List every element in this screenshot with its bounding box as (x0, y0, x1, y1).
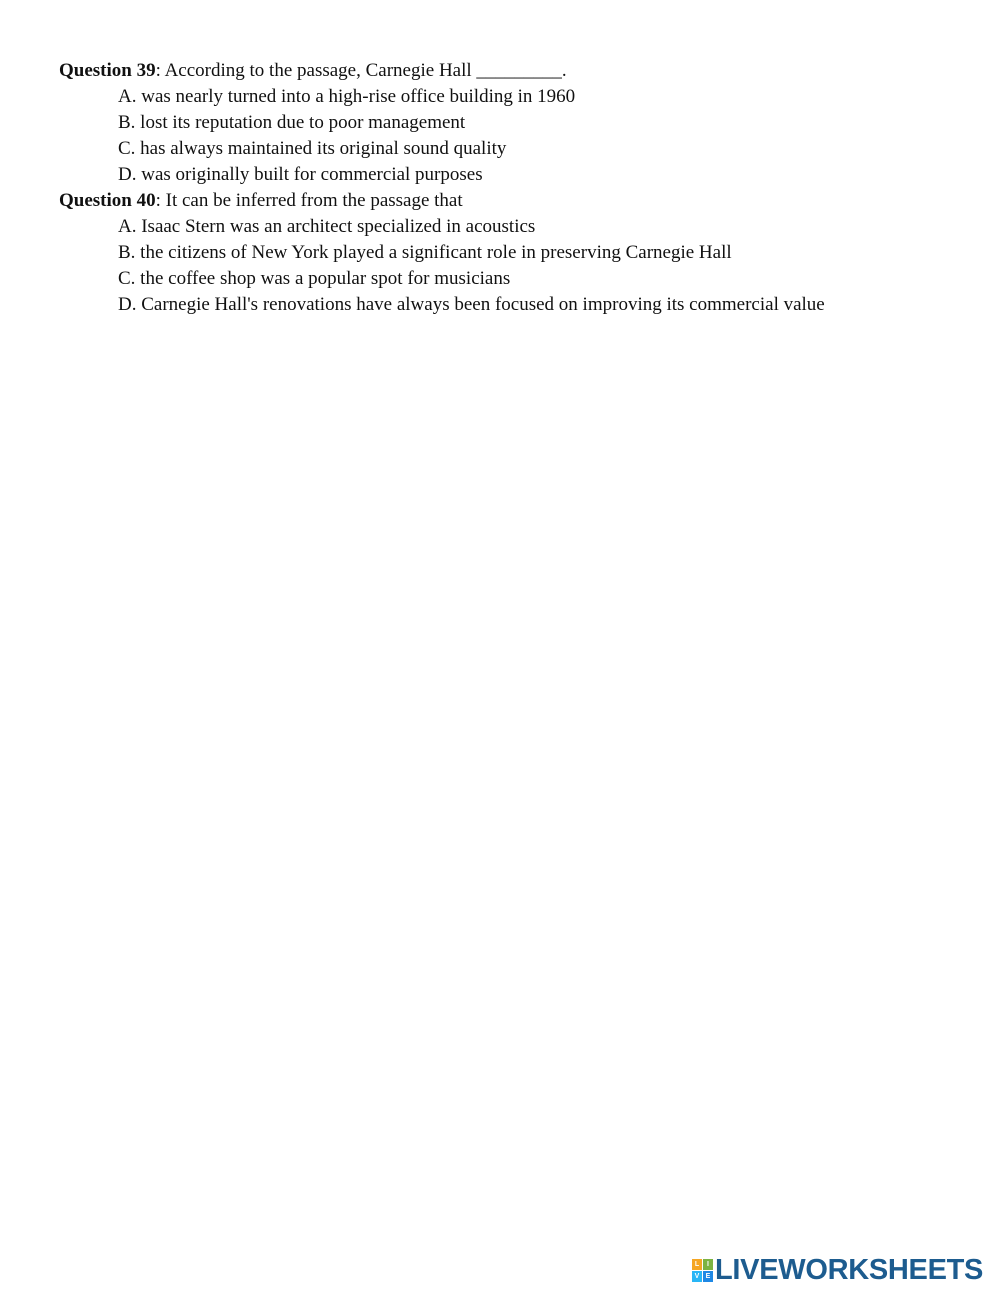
logo-letter: V (692, 1271, 702, 1282)
question-number: Question 40 (59, 190, 156, 211)
question-text: : According to the passage, Carnegie Hall _________. (155, 60, 567, 81)
liveworksheets-logo (692, 1254, 983, 1286)
option-b: B. lost its reputation due to poor management (118, 112, 466, 133)
question-text: : It can be inferred from the passage that (155, 190, 463, 211)
option-d: D. Carnegie Hall's renovations have always been focused on improving its commercial value (118, 294, 825, 315)
question-stem (59, 58, 959, 84)
worksheet-page (59, 58, 959, 318)
logo-letter: I (703, 1259, 713, 1270)
option-a: A. was nearly turned into a high-rise office building in 1960 (118, 86, 576, 107)
logo-letter: L (692, 1259, 702, 1270)
question-number: Question 39 (59, 60, 156, 81)
question-40 (59, 188, 959, 318)
option-b: B. the citizens of New York played a significant role in preserving Carnegie Hall (118, 242, 732, 263)
option-d: D. was originally built for commercial purposes (118, 164, 483, 185)
brand-name: LIVEWORKSHEETS (715, 1254, 984, 1286)
question-stem (59, 188, 959, 214)
live-squares-icon (692, 1259, 712, 1281)
option-c: C. the coffee shop was a popular spot for musicians (118, 268, 511, 289)
option-a: A. Isaac Stern was an architect specialized in acoustics (118, 216, 536, 237)
option-c: C. has always maintained its original sound quality (118, 138, 507, 159)
logo-letter: E (703, 1271, 713, 1282)
question-39 (59, 58, 959, 188)
